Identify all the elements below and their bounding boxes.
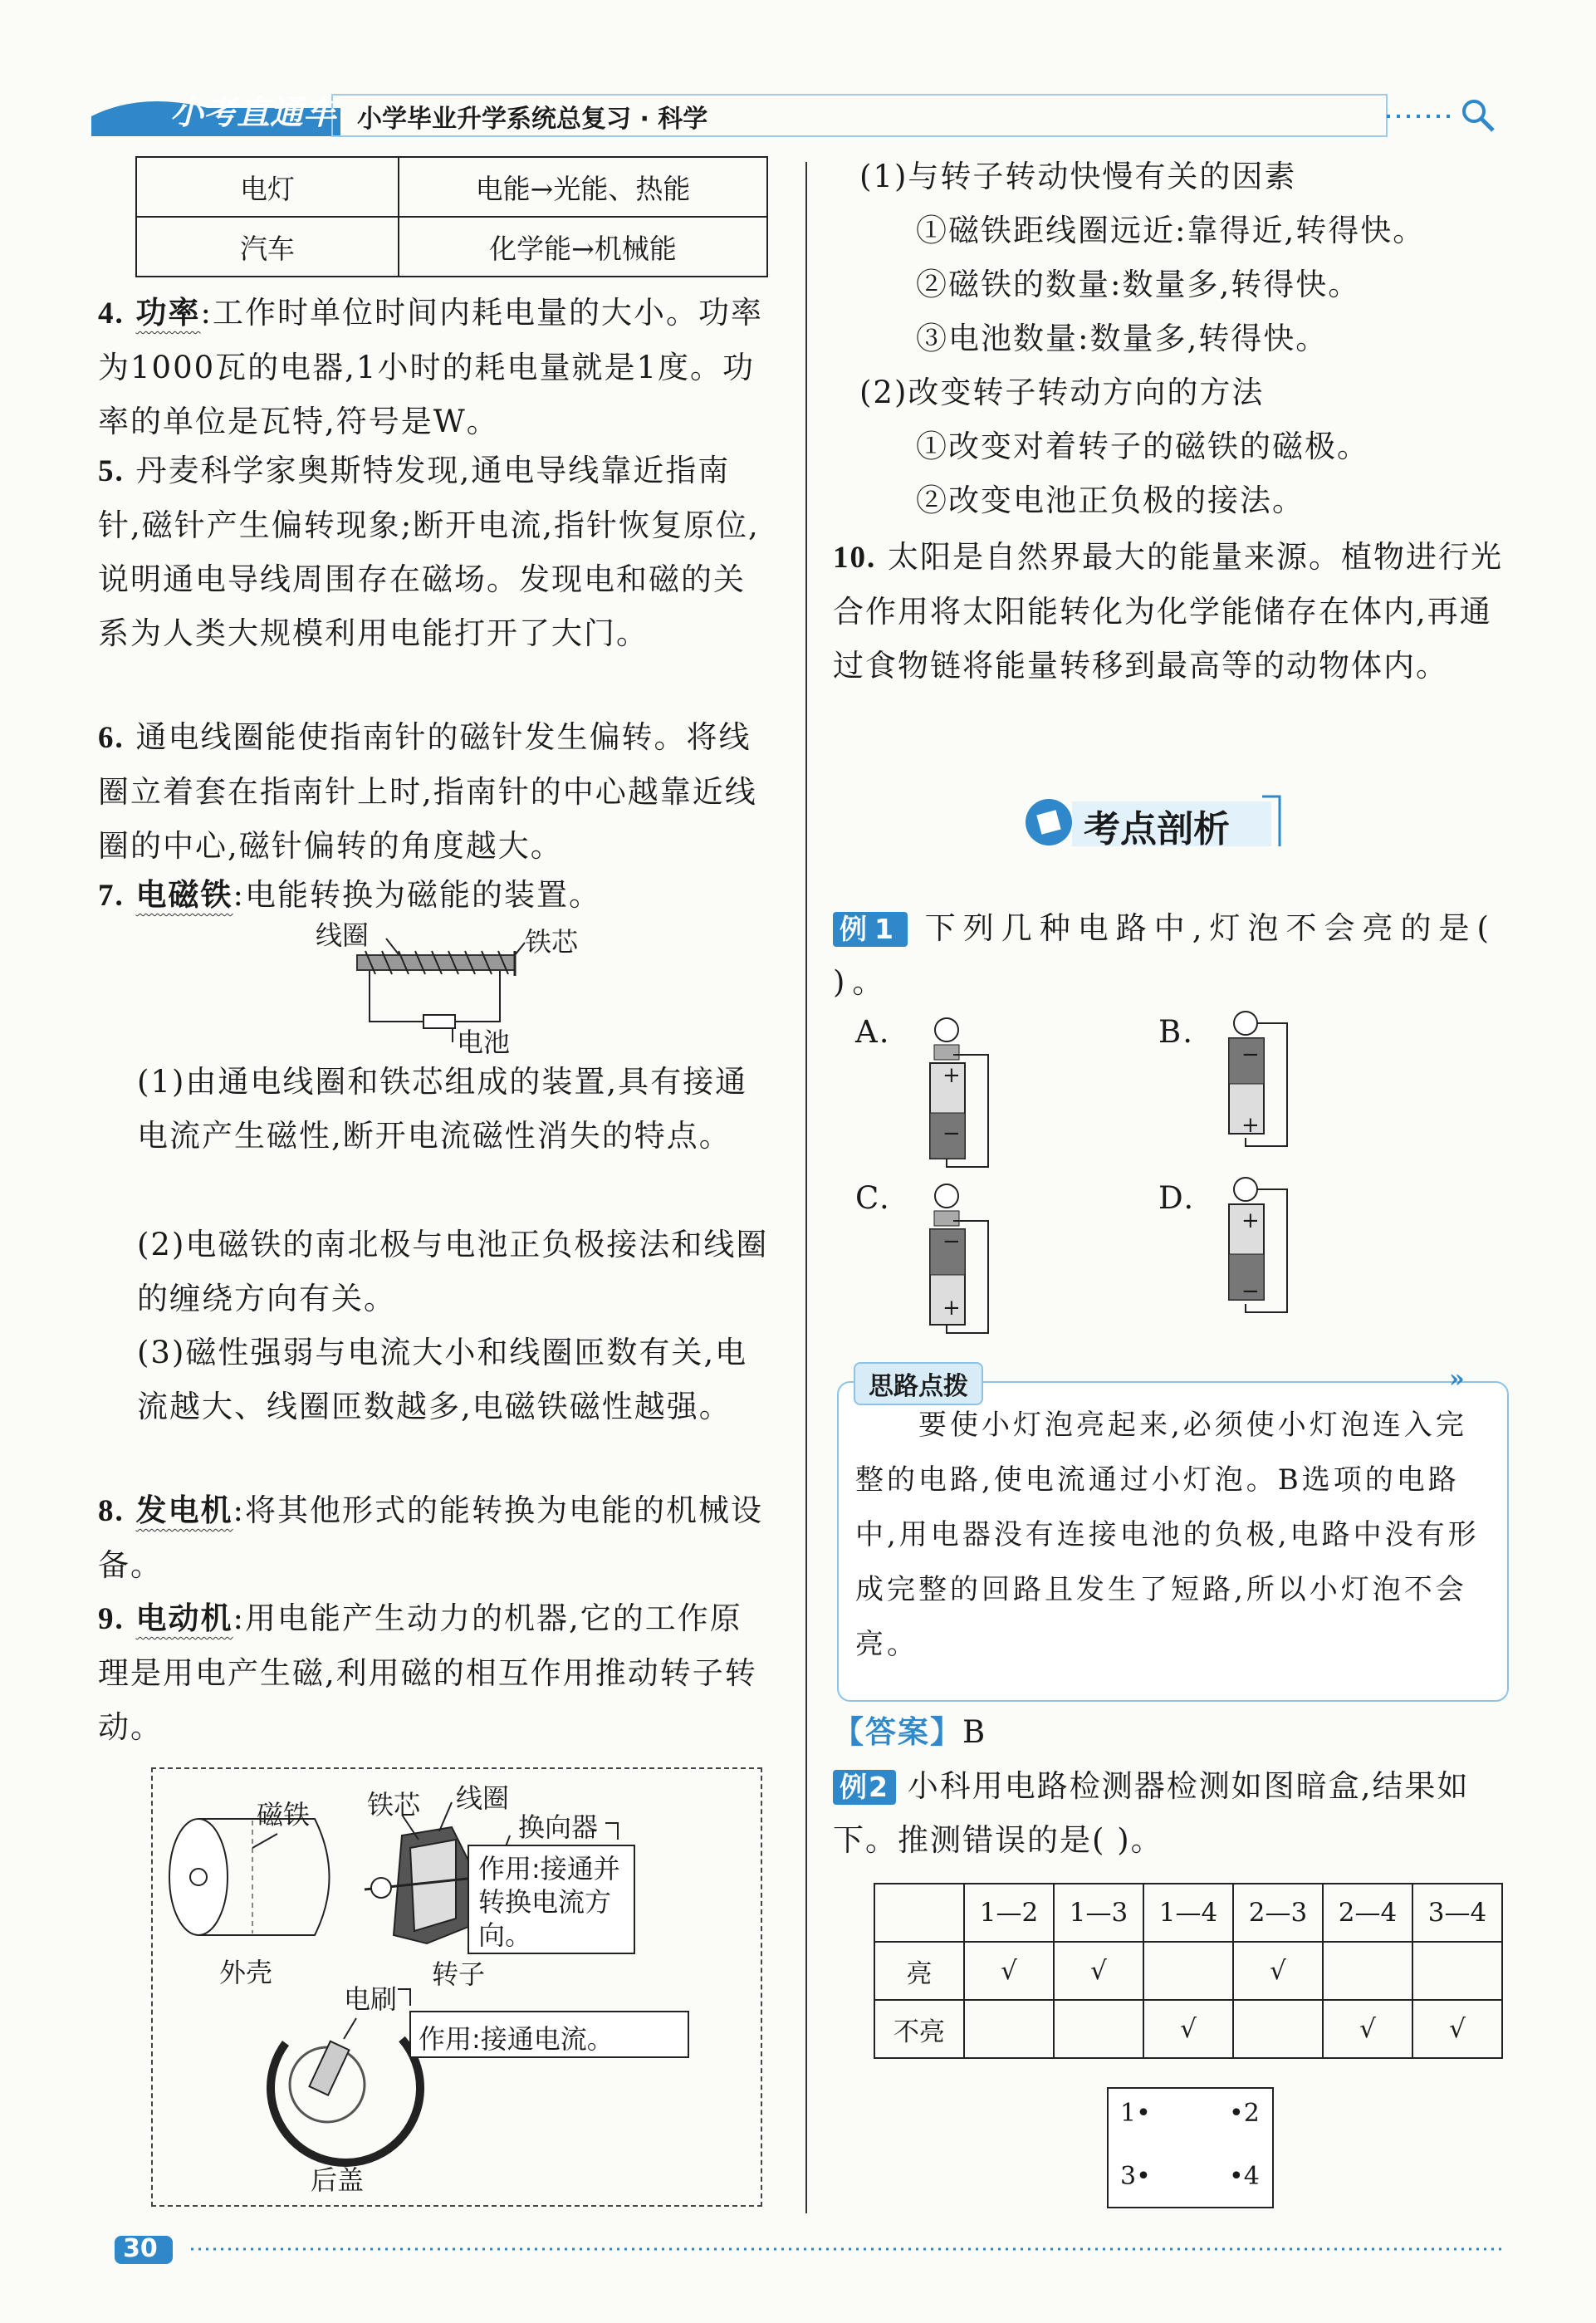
minus-sign: − bbox=[1241, 1279, 1260, 1304]
plus-sign: + bbox=[1241, 1208, 1260, 1233]
table-header: 1—2 bbox=[964, 1884, 1054, 1942]
table-header-row bbox=[874, 1884, 1502, 1942]
table-header: 1—3 bbox=[1054, 1884, 1143, 1942]
detector-results-table bbox=[874, 1883, 1503, 2059]
hint-arrows: » bbox=[1449, 1365, 1465, 1394]
table-header: 3—4 bbox=[1412, 1884, 1502, 1942]
term-motor: 电动机 bbox=[135, 1600, 233, 1636]
table-header bbox=[874, 1884, 964, 1942]
brush-note: 作用:接通电流。 bbox=[419, 2023, 614, 2055]
minus-sign: − bbox=[942, 1121, 961, 1146]
table-cell bbox=[1054, 2000, 1143, 2058]
label-back-cover: 后盖 bbox=[311, 2164, 365, 2196]
label-iron-core: 铁芯 bbox=[367, 1789, 421, 1821]
table-row bbox=[874, 2000, 1502, 2058]
item-5: 5. 丹麦科学家奥斯特发现,通电导线靠近指南针,磁针产生偏转现象;断开电流,指针恢复原位,说明通电导线周围存在磁场。发现电和磁的关系为人类大规模利用电能打开了大门。 bbox=[98, 453, 760, 651]
term-generator: 发电机 bbox=[135, 1492, 233, 1528]
page-number: 30 bbox=[123, 2234, 158, 2263]
item-7-sub3: (3)磁性强弱与电流大小和线圈匝数有关,电流越大、线圈匝数越多,电磁铁磁性越强。 bbox=[137, 1335, 748, 1424]
table-cell: 化学能→机械能 bbox=[399, 217, 767, 277]
label-coil: 线圈 bbox=[456, 1782, 510, 1814]
table-row bbox=[136, 217, 767, 277]
table-cell bbox=[1412, 1942, 1502, 2000]
option-a-label: A. bbox=[855, 1014, 891, 1050]
terminal-3: 3• bbox=[1120, 2162, 1151, 2191]
table-cell: 亮 bbox=[874, 1942, 964, 2000]
table-row bbox=[136, 157, 767, 217]
section-title: 考点剖析 bbox=[1084, 808, 1230, 850]
label-brush: 电刷 bbox=[344, 1983, 398, 2015]
plus-sign: + bbox=[942, 1296, 961, 1321]
table-cell: 电能→光能、热能 bbox=[399, 157, 767, 217]
example-1-tag: 例1 bbox=[833, 912, 908, 947]
table-cell bbox=[1233, 2000, 1323, 2058]
motor-figure bbox=[151, 1767, 762, 2207]
plus-sign: + bbox=[942, 1063, 961, 1088]
table-cell: √ bbox=[1412, 2000, 1502, 2058]
table-row bbox=[874, 1942, 1502, 2000]
page-footer bbox=[91, 2232, 1503, 2266]
example-1: 例1 下列几种电路中,灯泡不会亮的是( )。 bbox=[833, 910, 1496, 1000]
table-cell bbox=[1143, 1942, 1233, 2000]
label-commutator: 换向器 bbox=[518, 1811, 599, 1843]
option-c-label: C. bbox=[855, 1180, 891, 1216]
table-cell: √ bbox=[1323, 2000, 1412, 2058]
table-header: 1—4 bbox=[1143, 1884, 1233, 1942]
item-7-sub2: (2)电磁铁的南北极与电池正负极接法和线圈的缠绕方向有关。 bbox=[137, 1227, 769, 1316]
example-2: 例2 小科用电路检测器检测如图暗盒,结果如下。推测错误的是( )。 bbox=[833, 1768, 1470, 1858]
item-9: 9. 电动机:用电能产生动力的机器,它的工作原理是用电产生磁,利用磁的相互作用推动转子转动。 bbox=[98, 1600, 757, 1745]
label-battery: 电池 bbox=[457, 1027, 511, 1058]
label-coil: 线圈 bbox=[316, 919, 370, 951]
term-electromagnet: 电磁铁 bbox=[135, 877, 233, 913]
item-4: 4. 功率:工作时单位时间内耗电量的大小。功率为1000瓦的电器,1小时的耗电量就是1度。功率的单位是瓦特,符号是W。 bbox=[98, 295, 763, 439]
item-10: 10. 太阳是自然界最大的能量来源。植物进行光合作用将太阳能转化为化学能储存在体内,再通过食物链将能量转移到最高等的动物体内。 bbox=[833, 539, 1504, 684]
table-cell: √ bbox=[1143, 2000, 1233, 2058]
label-magnet: 磁铁 bbox=[257, 1799, 311, 1830]
option-b-label: B. bbox=[1158, 1014, 1194, 1050]
terminal-2: •2 bbox=[1229, 2099, 1260, 2128]
brand-logo: 小考直通车 bbox=[170, 94, 336, 132]
example-2-tag: 例2 bbox=[833, 1770, 896, 1805]
answer-value: B bbox=[962, 1714, 987, 1750]
series-title: 小学毕业升学系统总复习 · 科学 bbox=[357, 105, 708, 134]
terminal-1: 1• bbox=[1120, 2099, 1151, 2128]
minus-sign: − bbox=[942, 1229, 961, 1254]
circuit-options bbox=[855, 1005, 1503, 1337]
column-divider bbox=[805, 162, 807, 2213]
table-cell: √ bbox=[1233, 1942, 1323, 2000]
item-7-sub1: (1)由通电线圈和铁芯组成的装置,具有接通电流产生磁性,断开电流磁性消失的特点。 bbox=[137, 1064, 748, 1154]
label-rotor: 转子 bbox=[432, 1958, 486, 1990]
item-6: 6. 通电线圈能使指南针的磁针发生偏转。将线圈立着套在指南针上时,指南针的中心越靠近线圈的中心,磁针偏转的角度越大。 bbox=[98, 719, 757, 864]
plus-sign: + bbox=[1241, 1113, 1260, 1138]
answer bbox=[833, 1705, 986, 1759]
hint-title: 思路点拨 bbox=[854, 1362, 983, 1405]
table-cell: √ bbox=[1054, 1942, 1143, 2000]
answer-label: 【答案】 bbox=[833, 1714, 962, 1750]
label-shell: 外壳 bbox=[219, 1957, 273, 1988]
table-header: 2—3 bbox=[1233, 1884, 1323, 1942]
electromagnet-diagram bbox=[307, 918, 590, 1058]
black-box bbox=[1107, 2087, 1274, 2208]
terminal-4: •4 bbox=[1229, 2162, 1260, 2191]
table-cell: 汽车 bbox=[136, 217, 399, 277]
table-header: 2—4 bbox=[1323, 1884, 1412, 1942]
minus-sign: − bbox=[1241, 1042, 1260, 1067]
option-d-label: D. bbox=[1158, 1180, 1196, 1216]
table-cell bbox=[1323, 1942, 1412, 2000]
table-cell: √ bbox=[964, 1942, 1054, 2000]
commutator-note: 作用:接通并转换电流方向。 bbox=[478, 1853, 620, 1951]
table-cell: 不亮 bbox=[874, 2000, 964, 2058]
item-7: 7. 电磁铁:电能转换为磁能的装置。 bbox=[98, 877, 601, 913]
table-cell bbox=[964, 2000, 1054, 2058]
item-8: 8. 发电机:将其他形式的能转换为电能的机械设备。 bbox=[98, 1492, 763, 1583]
term-power: 功率 bbox=[135, 295, 201, 331]
motor-factors: (1)与转子转动快慢有关的因素 ①磁铁距线圈远近:靠得近,转得快。 ②磁铁的数量:数量多,转得快。 ③电池数量:数量多,转得快。 (2)改变转子转动方向的方法 ①改变对着转子的磁铁的磁极。 ②改变电池正负极的接法。 bbox=[859, 159, 1426, 518]
hint-text: 要使小灯泡亮起来,必须使小灯泡连入完整的电路,使电流通过小灯泡。B选项的电路中,用电器没有连接电池的负极,电路中没有形成完整的回路且发生了短路,所以小灯泡不会亮。 bbox=[855, 1409, 1480, 1661]
table-cell: 电灯 bbox=[136, 157, 399, 217]
label-core: 铁芯 bbox=[525, 926, 579, 958]
energy-conversion-table bbox=[135, 156, 768, 277]
